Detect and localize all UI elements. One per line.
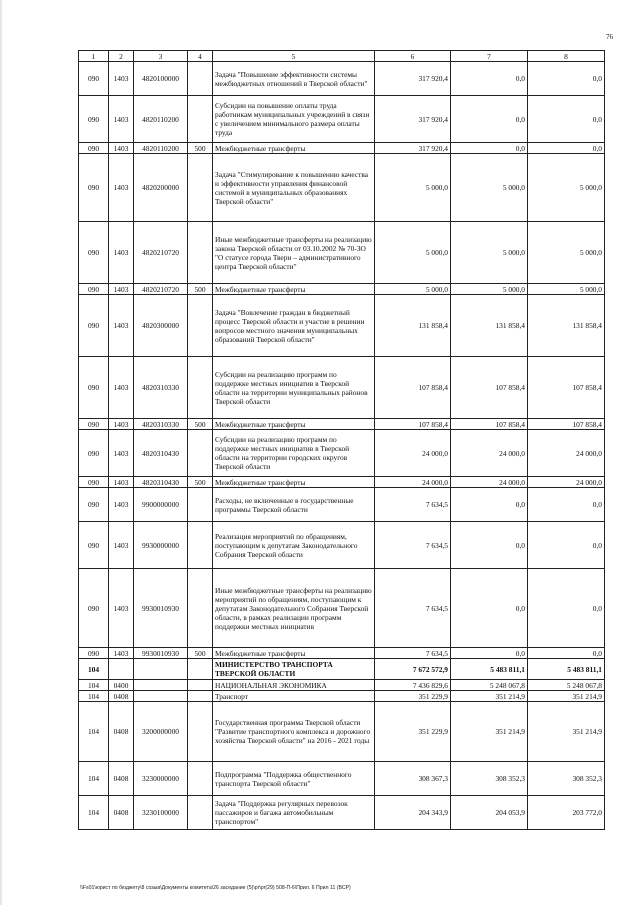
section-code-cell: 1403 <box>109 143 134 154</box>
amount-year2-cell: 5 000,0 <box>451 154 528 222</box>
gryadm-code-cell: 090 <box>79 522 109 569</box>
target-article-cell <box>134 680 188 691</box>
name-cell: НАЦИОНАЛЬНАЯ ЭКОНОМИКА <box>213 680 375 691</box>
target-article-cell: 4820210720 <box>134 222 188 284</box>
target-article-cell: 4820110200 <box>134 143 188 154</box>
expense-type-cell <box>188 796 213 830</box>
target-article-cell: 4820310330 <box>134 419 188 430</box>
target-article-cell: 4820100000 <box>134 62 188 96</box>
section-code-cell: 1403 <box>109 477 134 488</box>
table-row <box>79 477 605 488</box>
target-article-cell: 9930010930 <box>134 569 188 648</box>
amount-year2-cell: 24 000,0 <box>451 477 528 488</box>
amount-year2-cell: 5 483 811,1 <box>451 659 528 680</box>
amount-year3-cell: 24 000,0 <box>528 477 605 488</box>
header-cell: 7 <box>451 51 528 62</box>
name-cell: Транспорт <box>213 691 375 702</box>
expense-type-cell: 500 <box>188 284 213 295</box>
amount-year1-cell: 5 000,0 <box>375 154 451 222</box>
section-code-cell: 1403 <box>109 357 134 419</box>
name-cell: Задача "Вовлечение граждан в бюджетный процесс Тверской области и участие в решении вопросов местного значения муниципальных образований Тверской области" <box>213 295 375 357</box>
amount-year1-cell: 7 672 572,9 <box>375 659 451 680</box>
amount-year2-cell: 107 858,4 <box>451 357 528 419</box>
amount-year2-cell: 5 000,0 <box>451 284 528 295</box>
amount-year1-cell: 7 634,5 <box>375 488 451 522</box>
header-cell: 1 <box>79 51 109 62</box>
expense-type-cell <box>188 762 213 796</box>
name-cell: Задача "Повышение эффективности системы межбюджетных отношений в Тверской области" <box>213 62 375 96</box>
expense-type-cell <box>188 357 213 419</box>
target-article-cell: 9930010930 <box>134 648 188 659</box>
target-article-cell <box>134 659 188 680</box>
amount-year1-cell: 107 858,4 <box>375 357 451 419</box>
target-article-cell: 4820300000 <box>134 295 188 357</box>
amount-year3-cell: 5 248 067,8 <box>528 680 605 691</box>
target-article-cell: 4820200000 <box>134 154 188 222</box>
amount-year1-cell: 204 343,9 <box>375 796 451 830</box>
table-row <box>79 522 605 569</box>
gryadm-code-cell: 090 <box>79 154 109 222</box>
target-article-cell: 4820110200 <box>134 96 188 143</box>
gryadm-code-cell: 090 <box>79 295 109 357</box>
gryadm-code-cell: 104 <box>79 680 109 691</box>
amount-year3-cell: 203 772,0 <box>528 796 605 830</box>
footer-file-path: \\Fs01\юрист по бюджету\8 созыв\Документы комитета\26 заседание (5)\pr\pr(29) 508-П-6\Прил. 6 Прил 11 (ВСР) <box>80 885 351 891</box>
target-article-cell: 3230100000 <box>134 796 188 830</box>
target-article-cell: 4820210720 <box>134 284 188 295</box>
table-row <box>79 154 605 222</box>
amount-year2-cell: 5 000,0 <box>451 222 528 284</box>
gryadm-code-cell: 090 <box>79 569 109 648</box>
section-code-cell: 1403 <box>109 569 134 648</box>
gryadm-code-cell: 090 <box>79 143 109 154</box>
table-row <box>79 659 605 680</box>
section-code-cell: 1403 <box>109 419 134 430</box>
section-code-cell: 1403 <box>109 96 134 143</box>
expense-type-cell <box>188 680 213 691</box>
name-cell: Субсидии на реализацию программ по поддержке местных инициатив в Тверской области на территории муниципальных районов Тверской области <box>213 357 375 419</box>
gryadm-code-cell: 090 <box>79 222 109 284</box>
target-article-cell <box>134 691 188 702</box>
name-cell: Межбюджетные трансферты <box>213 284 375 295</box>
amount-year2-cell: 0,0 <box>451 488 528 522</box>
amount-year3-cell: 5 000,0 <box>528 154 605 222</box>
amount-year3-cell: 5 483 811,1 <box>528 659 605 680</box>
amount-year1-cell: 7 634,5 <box>375 522 451 569</box>
name-cell: Субсидии на реализацию программ по поддержке местных инициатив в Тверской области на территории городских округов Тверской области <box>213 430 375 477</box>
amount-year3-cell: 0,0 <box>528 522 605 569</box>
amount-year2-cell: 5 248 067,8 <box>451 680 528 691</box>
amount-year3-cell: 24 000,0 <box>528 430 605 477</box>
expense-type-cell: 500 <box>188 143 213 154</box>
target-article-cell: 3200000000 <box>134 702 188 762</box>
amount-year3-cell: 131 858,4 <box>528 295 605 357</box>
table-row <box>79 569 605 648</box>
amount-year2-cell: 351 214,9 <box>451 702 528 762</box>
amount-year3-cell: 5 000,0 <box>528 284 605 295</box>
amount-year3-cell: 0,0 <box>528 648 605 659</box>
page-number: 76 <box>606 33 613 41</box>
table-row <box>79 96 605 143</box>
amount-year2-cell: 0,0 <box>451 569 528 648</box>
expense-type-cell: 500 <box>188 477 213 488</box>
table-row <box>79 222 605 284</box>
section-code-cell: 1403 <box>109 295 134 357</box>
expense-type-cell <box>188 96 213 143</box>
table-row <box>79 691 605 702</box>
gryadm-code-cell: 090 <box>79 488 109 522</box>
section-code-cell: 0400 <box>109 680 134 691</box>
header-cell: 6 <box>375 51 451 62</box>
amount-year3-cell: 0,0 <box>528 96 605 143</box>
name-cell: Задача "Поддержка регулярных перевозок пассажиров и багажа автомобильным транспортом" <box>213 796 375 830</box>
gryadm-code-cell: 090 <box>79 477 109 488</box>
table-row <box>79 143 605 154</box>
amount-year2-cell: 0,0 <box>451 522 528 569</box>
name-cell: Задача "Стимулирование к повышению качества и эффективности управления финансовой системой в муниципальных образованиях Тверской области" <box>213 154 375 222</box>
expense-type-cell <box>188 488 213 522</box>
name-cell: Реализация мероприятий по обращениям, поступающим к депутатам Законодательного Собрания Тверской области <box>213 522 375 569</box>
section-code-cell: 1403 <box>109 430 134 477</box>
table-row <box>79 796 605 830</box>
expense-type-cell <box>188 659 213 680</box>
expense-type-cell <box>188 430 213 477</box>
name-cell: Субсидии на повышение оплаты труда работникам муниципальных учреждений в связи с увеличением минимального размера оплаты труда <box>213 96 375 143</box>
amount-year1-cell: 5 000,0 <box>375 284 451 295</box>
name-cell: Расходы, не включенные в государственные программы Тверской области <box>213 488 375 522</box>
header-cell: 2 <box>109 51 134 62</box>
name-cell: Межбюджетные трансферты <box>213 648 375 659</box>
section-code-cell: 1403 <box>109 284 134 295</box>
section-code-cell: 0408 <box>109 762 134 796</box>
target-article-cell: 4820310430 <box>134 430 188 477</box>
amount-year2-cell: 24 000,0 <box>451 430 528 477</box>
gryadm-code-cell: 090 <box>79 419 109 430</box>
expense-type-cell <box>188 154 213 222</box>
amount-year1-cell: 351 229,9 <box>375 702 451 762</box>
amount-year2-cell: 131 858,4 <box>451 295 528 357</box>
gryadm-code-cell: 090 <box>79 62 109 96</box>
amount-year1-cell: 7 634,5 <box>375 569 451 648</box>
amount-year1-cell: 24 000,0 <box>375 430 451 477</box>
amount-year2-cell: 0,0 <box>451 648 528 659</box>
amount-year3-cell: 0,0 <box>528 569 605 648</box>
target-article-cell: 9900000000 <box>134 488 188 522</box>
gryadm-code-cell: 104 <box>79 702 109 762</box>
expense-type-cell <box>188 222 213 284</box>
name-cell: Иные межбюджетные трансферты на реализацию закона Тверской области от 03.10.2002 № 70-ЗО "О статусе города Твери – административного центра Тверской области" <box>213 222 375 284</box>
amount-year3-cell: 351 214,9 <box>528 691 605 702</box>
section-code-cell: 1403 <box>109 648 134 659</box>
header-cell: 4 <box>188 51 213 62</box>
gryadm-code-cell: 104 <box>79 796 109 830</box>
table-row <box>79 295 605 357</box>
budget-table <box>78 50 605 830</box>
amount-year1-cell: 317 920,4 <box>375 62 451 96</box>
table-header-row <box>79 51 605 62</box>
amount-year1-cell: 317 920,4 <box>375 143 451 154</box>
name-cell: Государственная программа Тверской области "Развитие транспортного комплекса и дорожного хозяйства Тверской области" на 2016 - 2021 годы <box>213 702 375 762</box>
gryadm-code-cell: 104 <box>79 691 109 702</box>
section-code-cell: 1403 <box>109 154 134 222</box>
expense-type-cell: 500 <box>188 648 213 659</box>
header-cell: 5 <box>213 51 375 62</box>
amount-year3-cell: 107 858,4 <box>528 357 605 419</box>
gryadm-code-cell: 104 <box>79 659 109 680</box>
table-row <box>79 648 605 659</box>
amount-year2-cell: 107 858,4 <box>451 419 528 430</box>
amount-year1-cell: 24 000,0 <box>375 477 451 488</box>
section-code-cell: 1403 <box>109 62 134 96</box>
name-cell: Межбюджетные трансферты <box>213 143 375 154</box>
section-code-cell: 0408 <box>109 796 134 830</box>
table-row <box>79 702 605 762</box>
gryadm-code-cell: 104 <box>79 762 109 796</box>
table-row <box>79 284 605 295</box>
target-article-cell: 4820310330 <box>134 357 188 419</box>
expense-type-cell <box>188 295 213 357</box>
expense-type-cell <box>188 62 213 96</box>
target-article-cell: 9930000000 <box>134 522 188 569</box>
amount-year1-cell: 7 634,5 <box>375 648 451 659</box>
expense-type-cell <box>188 702 213 762</box>
amount-year2-cell: 0,0 <box>451 143 528 154</box>
amount-year3-cell: 0,0 <box>528 143 605 154</box>
amount-year3-cell: 107 858,4 <box>528 419 605 430</box>
section-code-cell: 0408 <box>109 691 134 702</box>
scan-edge <box>0 0 3 905</box>
table-row <box>79 62 605 96</box>
gryadm-code-cell: 090 <box>79 357 109 419</box>
header-cell: 3 <box>134 51 188 62</box>
table-row <box>79 488 605 522</box>
amount-year2-cell: 204 053,9 <box>451 796 528 830</box>
section-code-cell: 0408 <box>109 702 134 762</box>
gryadm-code-cell: 090 <box>79 96 109 143</box>
gryadm-code-cell: 090 <box>79 284 109 295</box>
amount-year1-cell: 317 920,4 <box>375 96 451 143</box>
amount-year2-cell: 351 214,9 <box>451 691 528 702</box>
amount-year3-cell: 5 000,0 <box>528 222 605 284</box>
expense-type-cell <box>188 569 213 648</box>
target-article-cell: 4820310430 <box>134 477 188 488</box>
table-row <box>79 762 605 796</box>
table-row <box>79 357 605 419</box>
name-cell: Иные межбюджетные трансферты на реализацию мероприятий по обращениям, поступающим к депутатам Законодательного Собрания Тверской области, в рамках реализации программ поддержки местных инициатив <box>213 569 375 648</box>
name-cell: Подпрограмма "Поддержка общественного транспорта Тверской области" <box>213 762 375 796</box>
section-code-cell: 1403 <box>109 522 134 569</box>
target-article-cell: 3230000000 <box>134 762 188 796</box>
amount-year2-cell: 0,0 <box>451 62 528 96</box>
name-cell: Межбюджетные трансферты <box>213 419 375 430</box>
name-cell: Межбюджетные трансферты <box>213 477 375 488</box>
expense-type-cell: 500 <box>188 419 213 430</box>
header-cell: 8 <box>528 51 605 62</box>
amount-year1-cell: 5 000,0 <box>375 222 451 284</box>
amount-year1-cell: 7 436 829,6 <box>375 680 451 691</box>
table-row <box>79 430 605 477</box>
section-code-cell <box>109 659 134 680</box>
amount-year2-cell: 0,0 <box>451 96 528 143</box>
table-row <box>79 419 605 430</box>
amount-year1-cell: 131 858,4 <box>375 295 451 357</box>
section-code-cell: 1403 <box>109 488 134 522</box>
amount-year3-cell: 0,0 <box>528 488 605 522</box>
expense-type-cell <box>188 691 213 702</box>
amount-year3-cell: 0,0 <box>528 62 605 96</box>
amount-year1-cell: 351 229,9 <box>375 691 451 702</box>
gryadm-code-cell: 090 <box>79 648 109 659</box>
name-cell: МИНИСТЕРСТВО ТРАНСПОРТА ТВЕРСКОЙ ОБЛАСТИ <box>213 659 375 680</box>
amount-year2-cell: 308 352,3 <box>451 762 528 796</box>
table-row <box>79 680 605 691</box>
section-code-cell: 1403 <box>109 222 134 284</box>
amount-year3-cell: 351 214,9 <box>528 702 605 762</box>
amount-year1-cell: 308 367,3 <box>375 762 451 796</box>
amount-year1-cell: 107 858,4 <box>375 419 451 430</box>
gryadm-code-cell: 090 <box>79 430 109 477</box>
expense-type-cell <box>188 522 213 569</box>
amount-year3-cell: 308 352,3 <box>528 762 605 796</box>
